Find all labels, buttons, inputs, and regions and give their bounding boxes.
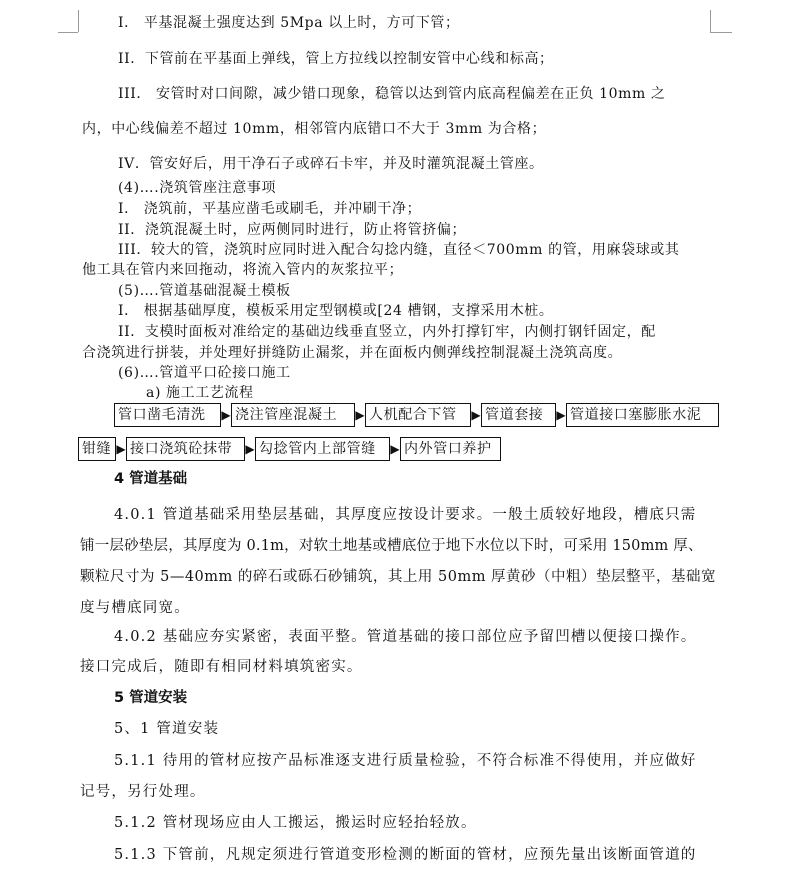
process-flow-row-1: [114, 403, 719, 427]
line-i: I． 平基混凝土强度达到 5Mpa 以上时，方可下管；: [118, 15, 460, 31]
section-4-title: 4 管道基础: [114, 471, 188, 487]
section-5-1-title: 5、1 管道安装: [114, 721, 220, 737]
crop-mark-left-h: [58, 32, 78, 33]
heading-6: (6)….管道平口砼接口施工: [118, 365, 291, 381]
line-4-ii: II．浇筑混凝土时，应两侧同时进行，防止将管挤偏；: [118, 222, 467, 238]
flow-step-6: 钳缝: [78, 437, 116, 461]
para-4-0-1-line-3: 颗粒尺寸为 5—40mm 的碎石或砾石砂铺筑，其上用 50mm 厚黄砂（中粗）垫层整平，基础宽: [80, 569, 717, 585]
line-5-i: I． 根据基础厚度，模板采用定型钢模或[24 槽钢，支撑采用木桩。: [118, 303, 554, 319]
line-4-iii: III．较大的管，浇筑时应同时进入配合勾捻内缝，直径＜700mm 的管，用麻袋球或其: [118, 242, 680, 258]
arrow-icon: ▶: [221, 408, 231, 422]
line-4-iii-cont: 他工具在管内来回拖动，将流入管内的灰浆拉平；: [82, 262, 404, 278]
para-5-1-2: 5.1.2 管材现场应由人工搬运，搬运时应轻抬轻放。: [114, 815, 477, 831]
para-4-0-1-line-2: 铺一层砂垫层，其厚度为 0.1m，对软土地基或槽底位于地下水位以下时，可采用 150mm 厚、: [80, 538, 703, 554]
arrow-icon: ▶: [390, 442, 400, 456]
process-flow-row-2: [78, 437, 501, 461]
crop-mark-left-v: [78, 10, 79, 32]
line-iii-cont: 内，中心线偏差不超过 10mm，相邻管内底错口不大于 3mm 为合格；: [82, 121, 547, 137]
heading-4: (4)….浇筑管座注意事项: [118, 180, 277, 196]
para-5-1-1-line-2: 记号，另行处理。: [80, 784, 206, 800]
para-5-1-1-line-1: 5.1.1 待用的管材应按产品标准逐支进行质量检验，不符合标准不得使用，并应做好: [114, 753, 697, 769]
arrow-icon: ▶: [355, 408, 365, 422]
flow-step-1: 管口凿毛清洗: [114, 403, 221, 427]
line-5-ii: II．支模时面板对准给定的基础边线垂直竖立，内外打撑钉牢，内侧打钢钎固定，配: [118, 324, 656, 340]
flow-step-3: 人机配合下管: [365, 403, 471, 427]
arrow-icon: ▶: [245, 442, 255, 456]
para-4-0-1-line-1: 4.0.1 管道基础采用垫层基础，其厚度应按设计要求。一般土质较好地段，槽底只需: [114, 507, 697, 523]
flow-step-9: 内外管口养护: [400, 437, 501, 461]
line-ii: II．下管前在平基面上弹线，管上方拉线以控制安管中心线和标高；: [118, 51, 554, 67]
line-6-a: a) 施工工艺流程: [146, 385, 254, 401]
arrow-icon: ▶: [116, 442, 126, 456]
line-5-ii-cont: 合浇筑进行拼装，并处理好拼缝防止漏浆，并在面板内侧弹线控制混凝土浇筑高度。: [82, 345, 623, 361]
flow-step-8: 勾捻管内上部管缝: [255, 437, 390, 461]
arrow-icon: ▶: [556, 408, 566, 422]
crop-mark-right-v: [710, 10, 711, 32]
arrow-icon: ▶: [471, 408, 481, 422]
section-5-title: 5 管道安装: [114, 690, 188, 706]
para-5-1-3-line-1: 5.1.3 下管前，凡规定须进行管道变形检测的断面的管材，应预先量出该断面管道的: [114, 847, 697, 863]
flow-step-2: 浇注管座混凝土: [231, 403, 355, 427]
line-4-i: I． 浇筑前，平基应凿毛或刷毛，并冲刷干净；: [118, 201, 422, 217]
para-4-0-2-line-1: 4.0.2 基础应夯实紧密，表面平整。管道基础的接口部位应予留凹槽以便接口操作。: [114, 629, 697, 645]
para-4-0-1-line-4: 度与槽底同宽。: [80, 600, 190, 616]
line-iv: IV．管安好后，用干净石子或碎石卡牢，并及时灌筑混凝土管座。: [118, 156, 544, 172]
line-iii: III． 安管时对口间隙，减少错口现象，稳管以达到管内底高程偏差在正负 10mm 之: [118, 86, 666, 102]
flow-step-7: 接口浇筑砼抹带: [126, 437, 245, 461]
para-4-0-2-line-2: 接口完成后，随即有相同材料填筑密实。: [80, 659, 363, 675]
crop-mark-right-h: [710, 32, 732, 33]
flow-step-4: 管道套接: [481, 403, 556, 427]
flow-step-5: 管道接口塞膨胀水泥: [566, 403, 719, 427]
heading-5: (5)….管道基础混凝土模板: [118, 283, 291, 299]
